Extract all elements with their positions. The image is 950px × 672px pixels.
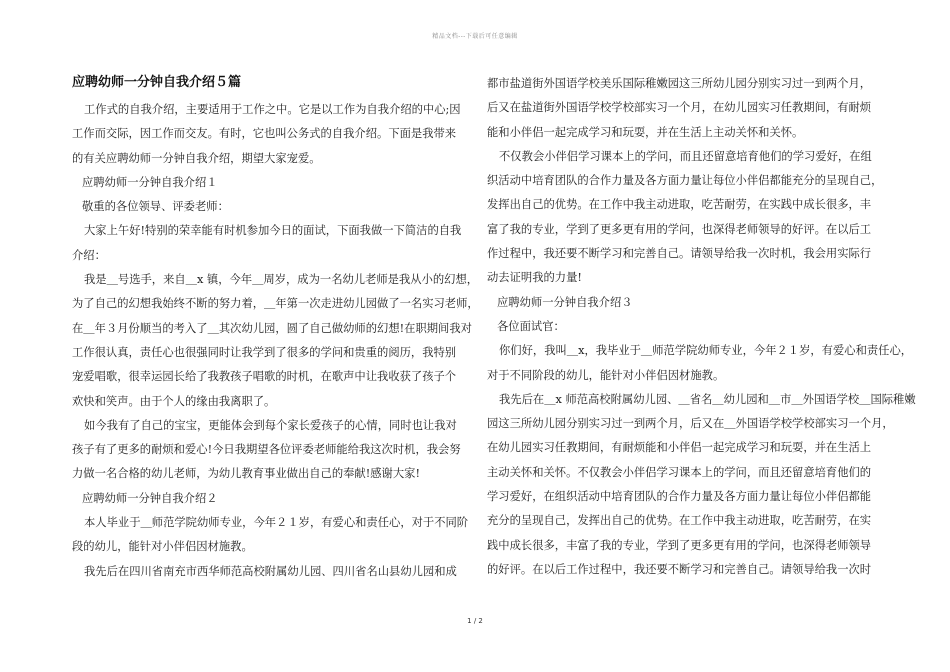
text-line: 本人毕业于＿师范学院幼师专业，今年２１岁，有爱心和责任心，对于不同阶 (84, 516, 469, 530)
text-line: 孩子有了更多的耐烦和爱心!今日我期望各位评委老师能给我这次时机，我会努 (72, 443, 461, 457)
paragraph (487, 339, 913, 388)
text-line: 织活动中培育团队的合作力量及各方面力量让每位小伴侣都能充分的呈现自己， (487, 174, 883, 188)
text-line: 我先后在＿x 师范高校附属幼儿园、＿省名＿幼儿园和＿市＿外国语学校＿国际稚嫩 (499, 392, 916, 406)
section-heading (72, 487, 462, 511)
paragraph (72, 560, 462, 584)
text-line: 后又在盐道街外国语学校学校部实习一个月，在幼儿园实习任教期间，有耐烦 (487, 101, 872, 115)
text-line: 充分的呈现自己，发挥出自己的优势。在工作中我主动进取，吃苦耐劳，在实 (487, 514, 872, 528)
text-line: 工作式的自我介绍，主要适用于工作之中。它是以工作为自我介绍的中心;因 (84, 103, 461, 116)
paragraph (72, 98, 462, 171)
text-line: 在＿年３月份顺当的考入了＿其次幼儿园，圆了自己做幼师的幻想!在职期间我对 (72, 321, 472, 335)
text-line: 园这三所幼儿园分别实习过一到两个月，后又在＿外国语学校学校部实习一个月， (487, 417, 894, 431)
text-line: 应聘幼师一分钟自我介绍３ (497, 295, 633, 309)
paragraph (72, 219, 462, 268)
text-line: 我先后在四川省南充市西华师范高校附属幼儿园、四川省名山县幼儿园和成 (84, 564, 457, 578)
text-line: 段的幼儿，能针对小伴侣因材施教。 (72, 540, 253, 554)
paragraph (72, 414, 462, 487)
paragraph (72, 268, 479, 414)
text-line: 学习爱好，在组织活动中培育团队的合作力量及各方面力量让每位小伴侣都能 (487, 490, 872, 504)
text-line: 工作而交际，因工作而交友。有时，它也叫公务式的自我介绍。下面是我带来 (72, 127, 457, 141)
text-line: 主动关怀和关怀。不仅教会小伴侣学习课本上的学问，而且还留意培育他们的 (487, 465, 872, 479)
page-number: 1 / 2 (467, 617, 483, 625)
text-line: 富了我的专业，学到了更多更有用的学问，也深得老师领导的好评。在以后工 (487, 222, 872, 236)
left-column (72, 72, 479, 584)
text-line: 在幼儿园实习任教期间，有耐烦能和小伴侣一起完成学习和玩耍，并在生活上 (487, 441, 872, 455)
paragraph (487, 388, 916, 582)
text-line: 力做一名合格的幼儿老师，为幼儿教育事业做出自己的奉献!感谢大家! (72, 467, 420, 481)
text-line: 为了自己的幻想我始终不断的努力着，＿年第一次走进幼儿园做了一名实习老师， (72, 297, 479, 311)
text-line: 的有关应聘幼师一分钟自我介绍，期望大家宠爱。 (72, 151, 321, 165)
section-heading (487, 291, 877, 315)
text-line: 能和小伴侣一起完成学习和玩耍，并在生活上主动关怀和关怀。 (487, 125, 804, 139)
text-line: 都市盐道街外国语学校美乐国际稚嫩园这三所幼儿园分别实习过一到两个月， (487, 77, 872, 90)
section-heading (487, 315, 877, 339)
text-line: 你们好，我叫＿x，我毕业于＿师范学院幼师专业，今年２１岁，有爱心和责任心， (499, 344, 913, 358)
text-line: 对于不同阶段的幼儿，能针对小伴侣因材施教。 (487, 368, 725, 382)
text-line: 应聘幼师一分钟自我介绍２ (82, 491, 218, 505)
text-line: 如今我有了自己的宝宝，更能体会到每个家长爱孩子的心情，同时也让我对 (84, 418, 457, 432)
text-line: 发挥出自己的优势。在工作中我主动进取，吃苦耐劳，在实践中成长很多，丰 (487, 198, 872, 212)
text-line: 动去证明我的力量! (487, 271, 582, 285)
text-line: 践中成长很多，丰富了我的专业，学到了更多更有用的学问，也深得老师领导 (487, 538, 872, 552)
text-line: 应聘幼师一分钟自我介绍１ (82, 175, 218, 189)
text-line: 不仅教会小伴侣学习课本上的学问，而且还留意培育他们的学习爱好，在组 (499, 149, 872, 163)
text-line: 欢快和笑声。由于个人的缘由我离职了。 (72, 394, 276, 408)
text-line: 工作很认真，责任心也很强同时让我学到了很多的学问和贵重的阅历，我特别 (72, 345, 457, 359)
text-line: 我是＿号选手，来自＿x 镇，今年＿周岁，成为一名幼儿老师是我从小的幻想， (84, 273, 479, 287)
text-line: 的好评。在以后工作过程中，我还要不断学习和完善自己。请领导给我一次时 (487, 562, 872, 576)
page-header: 精品文档---下载后可任意编辑 (432, 33, 518, 40)
section-heading (72, 171, 462, 195)
text-line: 介绍： (72, 248, 106, 262)
text-line: 各位面试官： (497, 319, 565, 333)
section-heading (72, 195, 462, 219)
paragraph-continued (487, 72, 877, 145)
right-column (487, 72, 916, 582)
document-title: 应聘幼师一分钟自我介绍５篇 (72, 75, 242, 90)
text-line: 敬重的各位领导、评委老师： (82, 200, 229, 214)
paragraph (487, 145, 883, 291)
text-line: 大家上午好!特别的荣幸能有时机参加今日的面试，下面我做一下简洁的自我 (84, 224, 462, 238)
paragraph (72, 511, 469, 560)
text-line: 作过程中，我还要不断学习和完善自己。请领导给我一次时机，我会用实际行 (487, 247, 872, 261)
text-line: 宠爱唱歌，很幸运园长给了我教孩子唱歌的时机，在歌声中让我收获了孩子个 (72, 370, 457, 384)
